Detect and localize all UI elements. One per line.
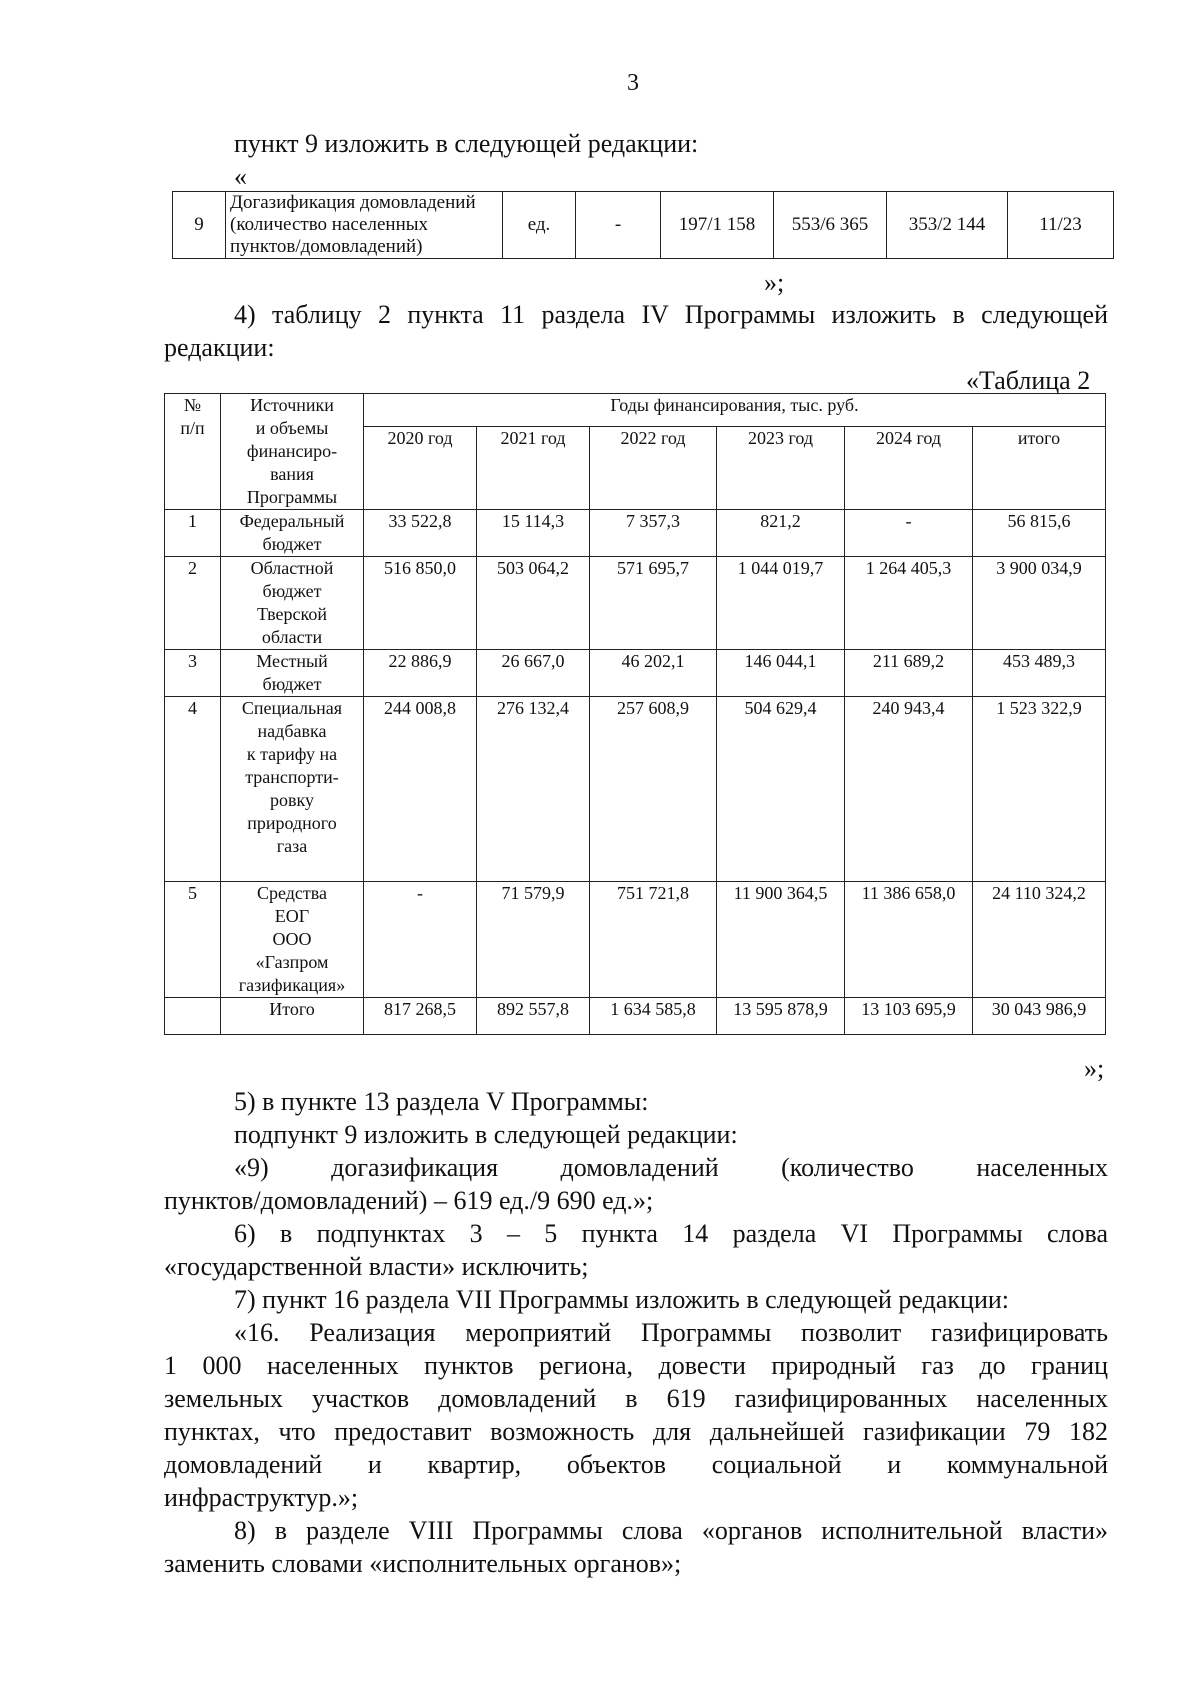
cell-line: Областной <box>250 558 334 578</box>
cell-line: области <box>261 627 323 647</box>
row-year-value: - <box>845 510 973 557</box>
row-year-value: 11 386 658,0 <box>845 882 973 998</box>
header-year: 2020 год <box>364 427 477 510</box>
table-row <box>165 697 1106 882</box>
row-source-name <box>221 697 364 882</box>
row-year-value: 240 943,4 <box>845 697 973 882</box>
cell-line: природного <box>247 813 337 833</box>
row-year-value: 1 634 585,8 <box>590 998 717 1035</box>
header-year: 2024 год <box>845 427 973 510</box>
row-number <box>165 998 221 1035</box>
row-year-value: 1 044 019,7 <box>717 557 845 650</box>
row-year-value: 15 114,3 <box>477 510 590 557</box>
row-year-value: - <box>364 882 477 998</box>
row-year-value: 22 886,9 <box>364 650 477 697</box>
paragraph-7-quote-line3: земельных участков домовладений в 619 газифицированных населенных <box>164 1384 1108 1413</box>
table-cell: 353/2 144 <box>887 192 1008 259</box>
intro-paragraph: пункт 9 изложить в следующей редакции: <box>234 129 699 158</box>
cell-line: бюджет <box>262 674 322 694</box>
row-year-value: 516 850,0 <box>364 557 477 650</box>
close-quote: »; <box>764 268 785 297</box>
cell-line: Местный <box>256 651 328 671</box>
header-years-title: Годы финансирования, тыс. руб. <box>364 394 1106 427</box>
cell-line: Итого <box>269 999 315 1019</box>
row-number: 1 <box>165 510 221 557</box>
row-year-value: 1 264 405,3 <box>845 557 973 650</box>
cell-line: п/п <box>180 418 205 438</box>
row-year-value: 33 522,8 <box>364 510 477 557</box>
row-source-name <box>221 882 364 998</box>
row-year-value: 13 103 695,9 <box>845 998 973 1035</box>
header-num <box>165 394 221 510</box>
paragraph-5c-line1: «9) догазификация домовладений (количество населенных <box>234 1153 1108 1182</box>
row-source-name <box>221 650 364 697</box>
open-quote: « <box>234 162 247 191</box>
cell-line: транспорти- <box>245 767 339 787</box>
row-year-value: 71 579,9 <box>477 882 590 998</box>
row-year-value: 257 608,9 <box>590 697 717 882</box>
indicator-table <box>172 191 1114 259</box>
paragraph-7-quote-line1: «16. Реализация мероприятий Программы позволит газифицировать <box>234 1318 1108 1347</box>
cell-line: (количество населенных <box>230 214 428 235</box>
paragraph-5b: подпункт 9 изложить в следующей редакции: <box>234 1120 738 1149</box>
table-cell: - <box>576 192 661 259</box>
cell-line: бюджет <box>262 534 322 554</box>
table-cell: 553/6 365 <box>774 192 887 259</box>
header-year: 2021 год <box>477 427 590 510</box>
row-source-name <box>221 998 364 1035</box>
row-total-value: 1 523 322,9 <box>973 697 1106 882</box>
item4-line1: 4) таблицу 2 пункта 11 раздела IV Программы изложить в следующей <box>234 300 1108 329</box>
cell-line: вания <box>270 464 314 484</box>
table-row <box>165 650 1106 697</box>
header-source <box>221 394 364 510</box>
cell-line: Специальная <box>241 698 343 718</box>
row-year-value: 26 667,0 <box>477 650 590 697</box>
cell-line: Источники <box>250 395 334 415</box>
row-number: 5 <box>165 882 221 998</box>
cell-line: газа <box>276 836 308 856</box>
paragraph-5c-line2: пунктов/домовладений) – 619 ед./9 690 ед.»; <box>164 1186 654 1215</box>
cell-line: к тарифу на <box>246 744 338 764</box>
row-year-value: 146 044,1 <box>717 650 845 697</box>
row-total-value: 453 489,3 <box>973 650 1106 697</box>
cell-line: ООО <box>272 929 312 949</box>
table-cell: 11/23 <box>1008 192 1114 259</box>
row-year-value: 11 900 364,5 <box>717 882 845 998</box>
table-row <box>173 192 1114 259</box>
header-year: 2023 год <box>717 427 845 510</box>
row-number: 4 <box>165 697 221 882</box>
paragraph-7-quote-line5: домовладений и квартир, объектов социальной и коммунальной <box>164 1450 1108 1479</box>
row-total-value: 30 043 986,9 <box>973 998 1106 1035</box>
cell-line: ЕОГ <box>274 906 310 926</box>
header-year: 2022 год <box>590 427 717 510</box>
table-close-quote: »; <box>1084 1054 1105 1083</box>
row-year-value: 503 064,2 <box>477 557 590 650</box>
paragraph-7-quote-line4: пунктах, что предоставит возможность для дальнейшей газификации 79 182 <box>164 1417 1108 1446</box>
row-year-value: 276 132,4 <box>477 697 590 882</box>
row-total-value: 3 900 034,9 <box>973 557 1106 650</box>
cell-line: Программы <box>246 487 338 507</box>
paragraph-6-line1: 6) в подпунктах 3 – 5 пункта 14 раздела VI Программы слова <box>234 1219 1108 1248</box>
row-total-value: 24 110 324,2 <box>973 882 1106 998</box>
table-cell: 9 <box>173 192 226 259</box>
row-number: 2 <box>165 557 221 650</box>
row-year-value: 504 629,4 <box>717 697 845 882</box>
row-source-name <box>221 557 364 650</box>
row-year-value: 46 202,1 <box>590 650 717 697</box>
paragraph-7-quote-line2: 1 000 населенных пунктов региона, довести природный газ до границ <box>164 1351 1108 1380</box>
row-year-value: 821,2 <box>717 510 845 557</box>
table-cell: 197/1 158 <box>661 192 774 259</box>
cell-line: ровку <box>270 790 314 810</box>
paragraph-7-quote-line6: инфраструктур.»; <box>164 1483 359 1512</box>
table-row <box>165 998 1106 1035</box>
table-row <box>165 557 1106 650</box>
item4-line2: редакции: <box>164 333 275 362</box>
row-total-value: 56 815,6 <box>973 510 1106 557</box>
paragraph-8-line1: 8) в разделе VIII Программы слова «органов исполнительной власти» <box>234 1516 1108 1545</box>
row-year-value: 817 268,5 <box>364 998 477 1035</box>
paragraph-8-line2: заменить словами «исполнительных органов»; <box>164 1549 682 1578</box>
row-number: 3 <box>165 650 221 697</box>
cell-line: № <box>183 395 202 415</box>
table-caption: «Таблица 2 <box>966 366 1091 395</box>
cell-line: надбавка <box>257 721 327 741</box>
row-year-value: 13 595 878,9 <box>717 998 845 1035</box>
table-cell <box>226 192 503 259</box>
paragraph-5a: 5) в пункте 13 раздела V Программы: <box>234 1087 649 1116</box>
cell-line: Средства <box>256 883 328 903</box>
cell-line: Тверской <box>257 604 327 624</box>
paragraph-7: 7) пункт 16 раздела VII Программы изложить в следующей редакции: <box>234 1285 1009 1314</box>
row-year-value: 892 557,8 <box>477 998 590 1035</box>
cell-line: бюджет <box>262 581 322 601</box>
row-year-value: 571 695,7 <box>590 557 717 650</box>
row-source-name <box>221 510 364 557</box>
table-cell: ед. <box>503 192 576 259</box>
table-row <box>165 510 1106 557</box>
cell-line: и объемы <box>255 418 329 438</box>
row-year-value: 7 357,3 <box>590 510 717 557</box>
table-header-row <box>165 394 1106 427</box>
row-year-value: 751 721,8 <box>590 882 717 998</box>
cell-line: Федеральный <box>239 511 345 531</box>
paragraph-6-line2: «государственной власти» исключить; <box>164 1252 589 1281</box>
cell-line: Догазификация домовладений <box>230 192 476 213</box>
row-year-value: 244 008,8 <box>364 697 477 882</box>
header-total: итого <box>973 427 1106 510</box>
table-row <box>165 882 1106 998</box>
cell-line: газификация» <box>238 975 346 995</box>
financing-table <box>164 393 1106 1035</box>
cell-line: финансиро- <box>246 441 338 461</box>
cell-line: пунктов/домовладений) <box>230 236 423 257</box>
page-number: 3 <box>627 70 639 96</box>
row-year-value: 211 689,2 <box>845 650 973 697</box>
cell-line: «Газпром <box>255 952 329 972</box>
